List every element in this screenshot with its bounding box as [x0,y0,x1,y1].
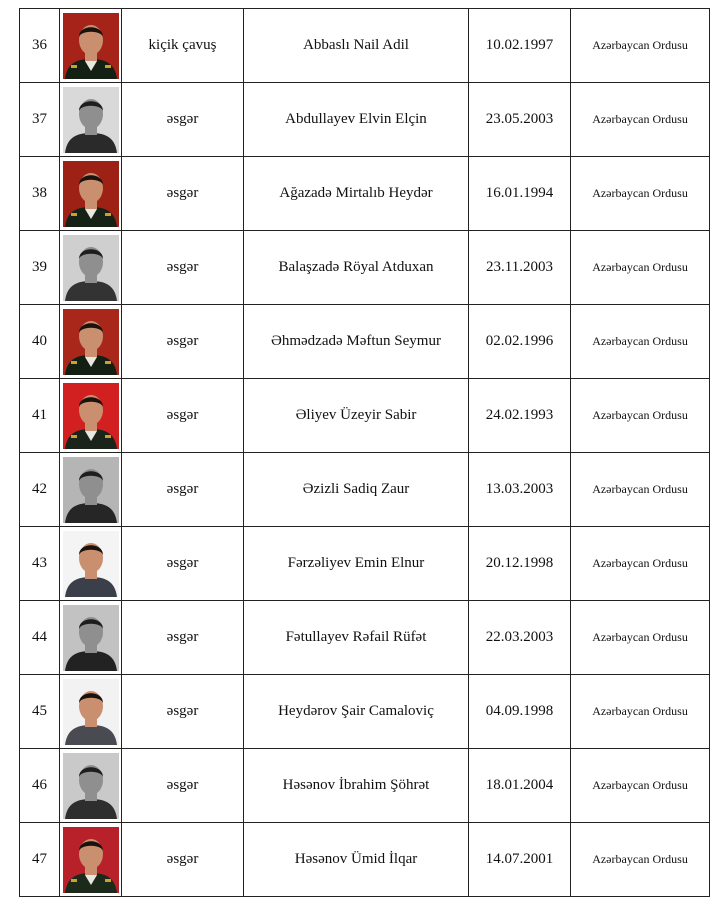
photo-cell [60,83,122,157]
row-number: 38 [20,157,60,231]
name-cell: Əzizli Sadiq Zaur [244,453,469,527]
photo-cell [60,527,122,601]
name-cell: Fətullayev Rəfail Rüfət [244,601,469,675]
unit-cell: Azərbaycan Ordusu [571,823,710,897]
name-cell: Həsənov İbrahim Şöhrət [244,749,469,823]
photo-cell [60,601,122,675]
soldier-photo-icon [63,753,119,819]
table-row [20,601,710,675]
unit-cell: Azərbaycan Ordusu [571,453,710,527]
photo-cell [60,675,122,749]
rank-cell: əsgər [122,601,244,675]
birth-date-cell: 10.02.1997 [469,9,571,83]
soldier-photo-icon [63,235,119,301]
table-row [20,379,710,453]
birth-date-cell: 24.02.1993 [469,379,571,453]
table-row [20,305,710,379]
birth-date-cell: 20.12.1998 [469,527,571,601]
unit-cell: Azərbaycan Ordusu [571,231,710,305]
birth-date-cell: 18.01.2004 [469,749,571,823]
row-number: 39 [20,231,60,305]
row-number: 37 [20,83,60,157]
unit-cell: Azərbaycan Ordusu [571,675,710,749]
row-number: 41 [20,379,60,453]
row-number: 42 [20,453,60,527]
table-row [20,675,710,749]
name-cell: Fərzəliyev Emin Elnur [244,527,469,601]
soldier-photo-icon [63,87,119,153]
soldier-photo-icon [63,309,119,375]
personnel-table-body [20,9,710,897]
birth-date-cell: 14.07.2001 [469,823,571,897]
name-cell: Balaşzadə Röyal Atduxan [244,231,469,305]
table-row [20,157,710,231]
birth-date-cell: 04.09.1998 [469,675,571,749]
unit-cell: Azərbaycan Ordusu [571,527,710,601]
photo-cell [60,379,122,453]
unit-cell: Azərbaycan Ordusu [571,601,710,675]
table-row [20,749,710,823]
rank-cell: əsgər [122,749,244,823]
name-cell: Ağazadə Mirtalıb Heydər [244,157,469,231]
soldier-photo-icon [63,457,119,523]
rank-cell: kiçik çavuş [122,9,244,83]
name-cell: Əliyev Üzeyir Sabir [244,379,469,453]
name-cell: Həsənov Ümid İlqar [244,823,469,897]
unit-cell: Azərbaycan Ordusu [571,749,710,823]
rank-cell: əsgər [122,231,244,305]
name-cell: Heydərov Şair Camaloviç [244,675,469,749]
table-row [20,231,710,305]
birth-date-cell: 02.02.1996 [469,305,571,379]
table-row [20,527,710,601]
table-row [20,823,710,897]
photo-cell [60,749,122,823]
birth-date-cell: 22.03.2003 [469,601,571,675]
unit-cell: Azərbaycan Ordusu [571,9,710,83]
name-cell: Abbaslı Nail Adil [244,9,469,83]
unit-cell: Azərbaycan Ordusu [571,379,710,453]
birth-date-cell: 23.11.2003 [469,231,571,305]
soldier-photo-icon [63,531,119,597]
unit-cell: Azərbaycan Ordusu [571,305,710,379]
soldier-photo-icon [63,13,119,79]
rank-cell: əsgər [122,379,244,453]
photo-cell [60,305,122,379]
photo-cell [60,453,122,527]
unit-cell: Azərbaycan Ordusu [571,83,710,157]
birth-date-cell: 13.03.2003 [469,453,571,527]
row-number: 40 [20,305,60,379]
soldier-photo-icon [63,161,119,227]
row-number: 45 [20,675,60,749]
rank-cell: əsgər [122,157,244,231]
unit-cell: Azərbaycan Ordusu [571,157,710,231]
soldier-photo-icon [63,383,119,449]
photo-cell [60,823,122,897]
photo-cell [60,157,122,231]
rank-cell: əsgər [122,305,244,379]
soldier-photo-icon [63,679,119,745]
photo-cell [60,9,122,83]
birth-date-cell: 16.01.1994 [469,157,571,231]
row-number: 44 [20,601,60,675]
row-number: 36 [20,9,60,83]
table-row [20,83,710,157]
rank-cell: əsgər [122,823,244,897]
rank-cell: əsgər [122,453,244,527]
row-number: 46 [20,749,60,823]
row-number: 47 [20,823,60,897]
table-row [20,453,710,527]
name-cell: Əhmədzadə Məftun Seymur [244,305,469,379]
photo-cell [60,231,122,305]
rank-cell: əsgər [122,675,244,749]
rank-cell: əsgər [122,527,244,601]
birth-date-cell: 23.05.2003 [469,83,571,157]
name-cell: Abdullayev Elvin Elçin [244,83,469,157]
soldier-photo-icon [63,827,119,893]
table-row [20,9,710,83]
soldier-photo-icon [63,605,119,671]
row-number: 43 [20,527,60,601]
rank-cell: əsgər [122,83,244,157]
personnel-table [19,8,710,897]
